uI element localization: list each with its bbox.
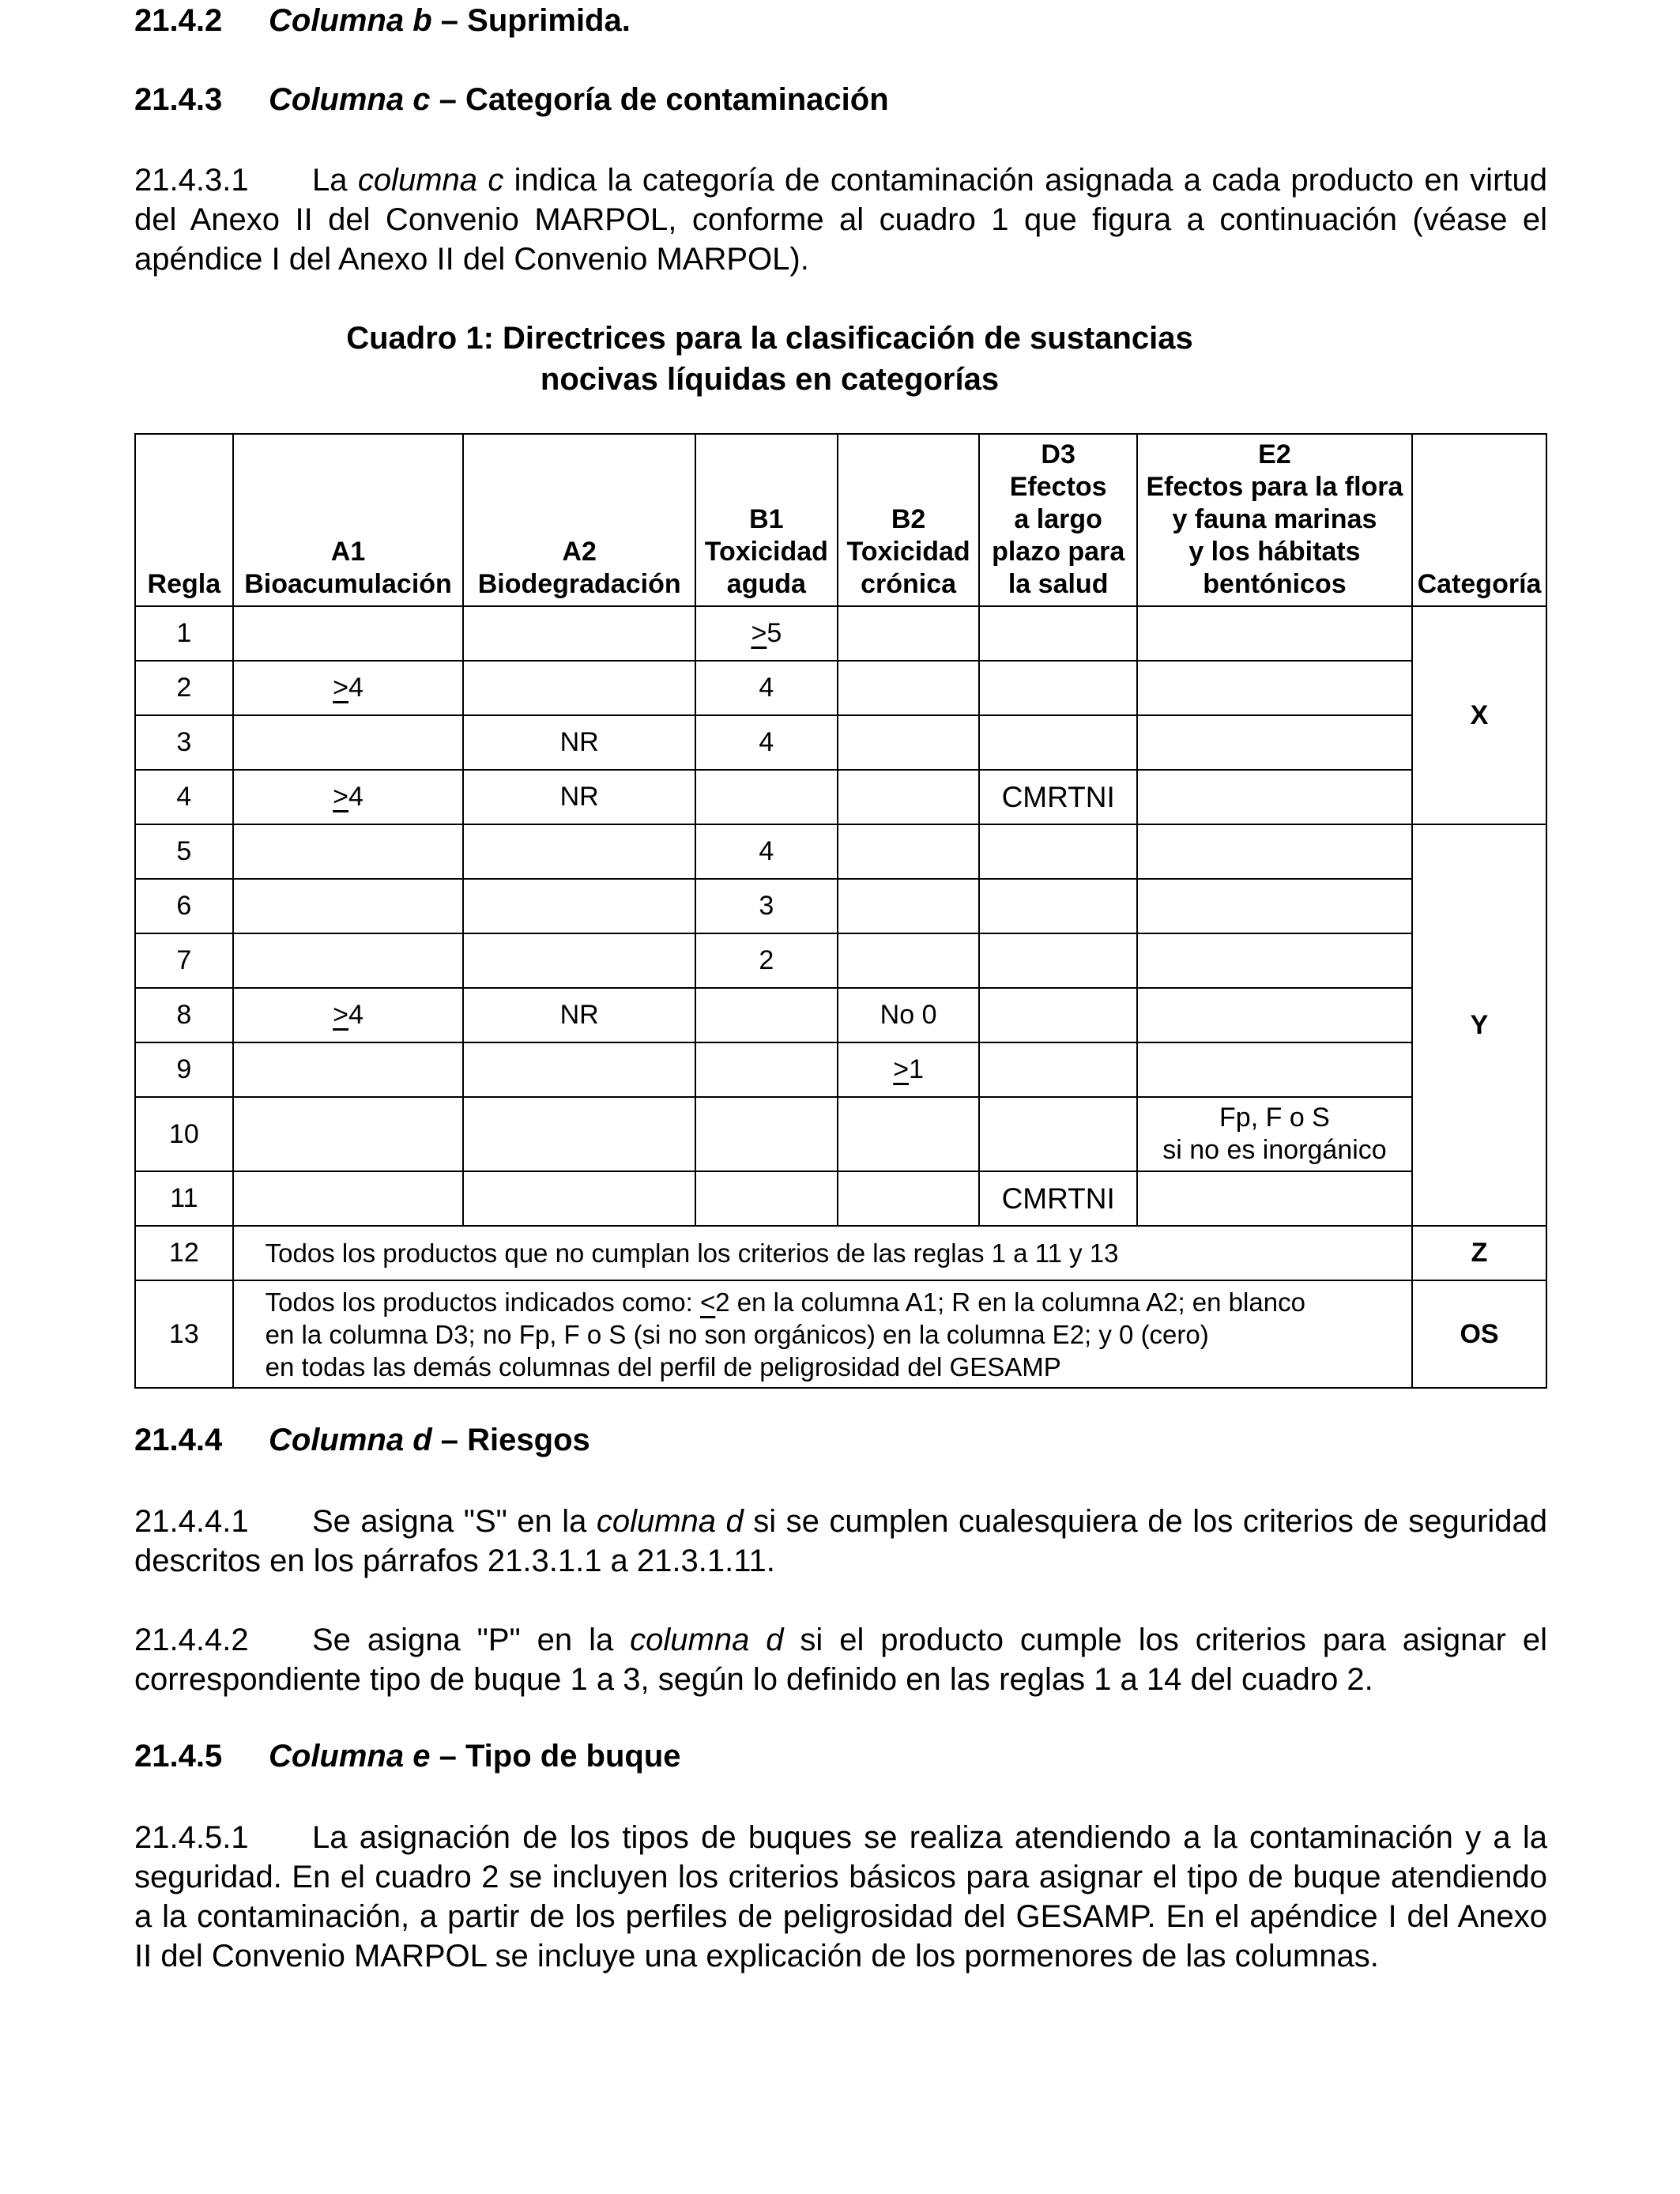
paragraph-text: La asignación de los tipos de buques se realiza atendiendo a la contaminación y a la seguridad. En el cuadro 2 se incluyen los criterios básicos para asignar el tipo de buque atendiendo a la contaminación, a partir de los perfiles de peligrosidad del GESAMP. En el apéndice I del Anexo II del Convenio MARPOL se incluye una explicación de los pormenores de las columnas. [134,1820,1547,1973]
header-categoria: Categoría [1412,434,1546,606]
paragraph-italic: columna c [357,163,504,198]
cell-b2: No 0 [838,988,980,1042]
table-row [135,824,1546,879]
cell-b1 [695,1097,838,1171]
paragraph-21-4-3-1 [134,160,1547,279]
cell-a1: >4 [233,770,464,824]
paragraph-text: La [312,163,358,198]
table-caption [134,318,1405,400]
cell-e2 [1137,1042,1412,1097]
cell-b2: >1 [838,1042,980,1097]
cell-a1 [233,879,464,933]
cell-a2 [463,933,695,988]
cell-e2 [1137,824,1412,879]
section-title-rest: – Suprimida. [431,3,631,38]
cell-d3 [979,1097,1136,1171]
cell-regla: 7 [135,933,233,988]
cell-e2: Fp, F o S si no es inorgánico [1137,1097,1412,1171]
cell-regla: 3 [135,715,233,770]
paragraph-number: 21.4.3.1 [134,163,249,198]
section-number: 21.4.5 [134,1739,223,1774]
paragraph-text: indica la categoría de contaminación asignada a cada producto en virtud del Anexo II del Convenio MARPOL, conforme al cuadro 1 que figura a continuación (véase el apéndice I del Anexo II del Convenio MARPOL). [134,163,1547,277]
cell-a1 [233,1171,464,1226]
cell-regla: 1 [135,606,233,661]
row-13-text: Todos los productos indicados como: <2 en la columna A1; R en la columna A2; en blanco en la columna D3; no Fp, F o S (si no son orgánicos) en la columna E2; y 0 (cero) en todas las demás columnas del perfil de peligrosidad del GESAMP [233,1280,1412,1388]
cell-b2 [838,606,980,661]
section-number: 21.4.3 [134,82,223,117]
table-row [135,770,1546,824]
caption-line-2: nocivas líquidas en categorías [540,362,1000,397]
cell-e2 [1137,1171,1412,1226]
cell-a2 [463,879,695,933]
category-x: X [1412,606,1546,824]
cell-b1 [695,1171,838,1226]
cell-a2 [463,1042,695,1097]
cell-regla: 13 [135,1280,233,1388]
table-row-13 [135,1280,1546,1388]
cell-a2 [463,1097,695,1171]
cell-b2 [838,1171,980,1226]
cell-d3 [979,879,1136,933]
cell-regla: 11 [135,1171,233,1226]
section-title-italic: Columna b [269,3,432,38]
cell-a2 [463,661,695,715]
cell-a2: NR [463,715,695,770]
classification-table [134,433,1547,1389]
cell-d3 [979,661,1136,715]
cell-b1 [695,1042,838,1097]
table-row [135,715,1546,770]
paragraph-text: si el producto cumple los criterios para asignar el correspondiente tipo de buque 1 a 3, según lo definido en las reglas 1 a 14 del cuadro 2. [134,1623,1547,1697]
section-title-rest: – Tipo de buque [430,1739,681,1774]
paragraph-italic: columna d [596,1504,744,1539]
cell-regla: 2 [135,661,233,715]
cell-b1: 3 [695,879,838,933]
cell-d3: CMRTNI [979,1171,1136,1226]
cell-regla: 6 [135,879,233,933]
cell-a2: NR [463,770,695,824]
category-z: Z [1412,1226,1546,1280]
table-header-row [135,434,1546,606]
header-e2: E2 Efectos para la flora y fauna marinas y los hábitats bentónicos [1137,434,1412,606]
section-title-italic: Columna d [269,1423,432,1457]
cell-d3 [979,715,1136,770]
cell-regla: 12 [135,1226,233,1280]
cell-e2 [1137,661,1412,715]
section-title-italic: Columna c [269,82,431,117]
cell-a1 [233,1042,464,1097]
cell-regla: 10 [135,1097,233,1171]
cell-e2 [1137,879,1412,933]
cell-e2 [1137,988,1412,1042]
section-heading-21-4-3 [134,82,889,118]
paragraph-text: Se asigna "S" en la [312,1504,597,1539]
cell-b2 [838,879,980,933]
table-row [135,661,1546,715]
cell-d3 [979,824,1136,879]
table-row-12 [135,1226,1546,1280]
cell-a2: NR [463,988,695,1042]
header-d3: D3 Efectos a largo plazo para la salud [979,434,1136,606]
paragraph-21-4-5-1 [134,1818,1547,1976]
cell-d3 [979,1042,1136,1097]
header-a1: A1 Bioacumulación [233,434,464,606]
header-b1: B1 Toxicidad aguda [695,434,838,606]
paragraph-21-4-4-2 [134,1620,1547,1699]
cell-a1 [233,824,464,879]
cell-b2 [838,661,980,715]
paragraph-number: 21.4.4.1 [134,1504,249,1539]
cell-e2 [1137,606,1412,661]
section-number: 21.4.2 [134,3,223,38]
section-title-italic: Columna e [269,1739,431,1774]
cell-b2 [838,933,980,988]
cell-a1 [233,715,464,770]
cell-regla: 8 [135,988,233,1042]
cell-b1 [695,770,838,824]
cell-d3: CMRTNI [979,770,1136,824]
cell-b1 [695,988,838,1042]
table-row [135,1042,1546,1097]
paragraph-number: 21.4.4.2 [134,1623,249,1657]
row-12-text: Todos los productos que no cumplan los criterios de las reglas 1 a 11 y 13 [233,1226,1412,1280]
cell-b2 [838,1097,980,1171]
paragraph-number: 21.4.5.1 [134,1820,249,1855]
section-heading-21-4-2 [134,3,631,39]
cell-b2 [838,715,980,770]
section-title-rest: – Riesgos [431,1423,590,1457]
cell-a2 [463,1171,695,1226]
section-number: 21.4.4 [134,1423,223,1457]
cell-regla: 4 [135,770,233,824]
table-row [135,879,1546,933]
cell-a1: >4 [233,661,464,715]
cell-b1: 4 [695,661,838,715]
cell-e2 [1137,933,1412,988]
cell-d3 [979,988,1136,1042]
header-regla: Regla [135,434,233,606]
header-a2: A2 Biodegradación [463,434,695,606]
category-os: OS [1412,1280,1546,1388]
table-row [135,933,1546,988]
cell-a1 [233,606,464,661]
header-b2: B2 Toxicidad crónica [838,434,980,606]
cell-b2 [838,824,980,879]
cell-b1: 4 [695,715,838,770]
table-row [135,988,1546,1042]
cell-b2 [838,770,980,824]
cell-b1: >5 [695,606,838,661]
cell-regla: 5 [135,824,233,879]
section-heading-21-4-5 [134,1739,681,1774]
cell-d3 [979,606,1136,661]
cell-regla: 9 [135,1042,233,1097]
cell-e2 [1137,715,1412,770]
category-y: Y [1412,824,1546,1226]
paragraph-text: si se cumplen cualesquiera de los criterios de seguridad descritos en los párrafos 21.3.1.1 a 21.3.1.11. [134,1504,1547,1578]
cell-e2 [1137,770,1412,824]
paragraph-italic: columna d [630,1623,784,1657]
cell-d3 [979,933,1136,988]
cell-a1: >4 [233,988,464,1042]
cell-b1: 2 [695,933,838,988]
section-heading-21-4-4 [134,1423,590,1458]
cell-a1 [233,933,464,988]
table-row [135,1097,1546,1171]
table-row [135,1171,1546,1226]
paragraph-text: Se asigna "P" en la [312,1623,631,1657]
cell-a2 [463,824,695,879]
paragraph-21-4-4-1 [134,1502,1547,1581]
section-title-rest: – Categoría de contaminación [430,82,889,117]
table-row [135,606,1546,661]
cell-b1: 4 [695,824,838,879]
cell-a1 [233,1097,464,1171]
caption-line-1: Cuadro 1: Directrices para la clasificación de sustancias [346,321,1193,356]
cell-a2 [463,606,695,661]
